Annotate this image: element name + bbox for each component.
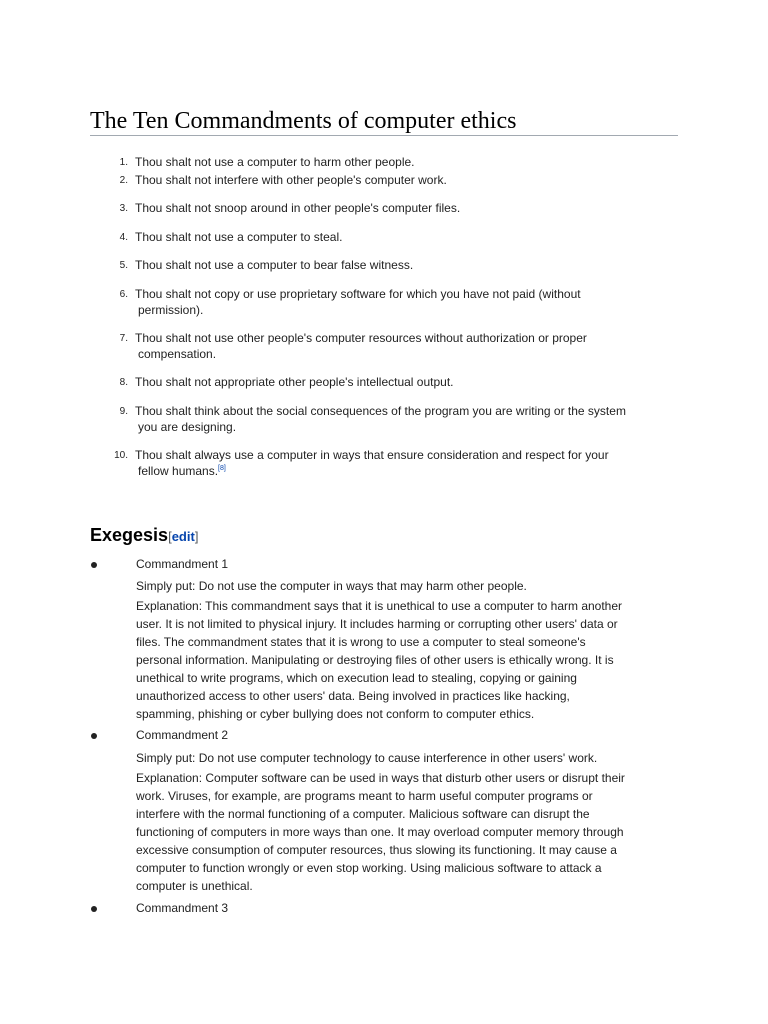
bullet-label: Commandment 1 — [136, 557, 229, 571]
bullet-label: Commandment 3 — [136, 901, 229, 915]
list-number: 10. — [114, 450, 128, 461]
list-item-text: Thou shalt think about the social consequences of the program you are writing or the system you are designing. — [135, 404, 626, 434]
list-number: 1. — [119, 157, 128, 168]
section-title: Exegesis — [90, 525, 169, 545]
section-heading — [90, 525, 198, 546]
reference-link[interactable]: [8] — [218, 465, 226, 472]
simply-put-text: Simply put: Do not use the computer in ways that may harm other people. — [136, 579, 527, 593]
list-item-text: Thou shalt not copy or use proprietary software for which you have not paid (without permission). — [135, 287, 581, 317]
list-item-text: Thou shalt always use a computer in ways that ensure consideration and respect for your fellow humans.[8] — [135, 448, 609, 478]
simply-put-text: Simply put: Do not use computer technology to cause interference in other users' work. — [136, 751, 598, 765]
edit-bracket-open: [ — [168, 529, 172, 544]
list-item-text-continued: fellow humans. — [138, 464, 219, 478]
list-item-text: Thou shalt not interfere with other people's computer work. — [135, 173, 447, 187]
list-number: 4. — [119, 232, 128, 243]
bullet-icon — [91, 906, 97, 912]
list-item-text: Thou shalt not snoop around in other people's computer files. — [135, 201, 461, 215]
list-item-text: Thou shalt not use a computer to bear false witness. — [135, 258, 414, 272]
edit-link[interactable]: edit — [171, 529, 195, 544]
list-number: 8. — [119, 377, 128, 388]
list-item-text: Thou shalt not use a computer to harm other people. — [135, 155, 415, 169]
explanation-text: Explanation: Computer software can be used in ways that disturb other users or disrupt their work. Viruses, for example, are programs meant to harm useful computer programs or interfere with the normal functioning of a computer. Malicious software can disrupt the functioning of computers in more ways than one. It may overload computer memory through excessive consumption of computer resources, thus slowing its functioning. It may cause a computer to function wrongly or even stop working. Using malicious software to attack a computer is unethical. — [136, 771, 625, 893]
list-number: 3. — [119, 203, 128, 214]
list-item-text: Thou shalt not appropriate other people's intellectual output. — [135, 375, 454, 389]
list-number: 2. — [119, 175, 128, 186]
page-title: The Ten Commandments of computer ethics — [90, 108, 517, 134]
list-item-text: Thou shalt not use other people's computer resources without authorization or proper compensation. — [135, 331, 587, 361]
title-divider — [90, 135, 678, 136]
list-number: 6. — [119, 289, 128, 300]
list-number: 7. — [119, 333, 128, 344]
bullet-icon — [91, 562, 97, 568]
list-number: 9. — [119, 406, 128, 417]
edit-bracket-close: ] — [194, 529, 199, 544]
list-item-text: Thou shalt not use a computer to steal. — [135, 230, 343, 244]
bullet-icon — [91, 733, 97, 739]
list-number: 5. — [119, 260, 128, 271]
bullet-label: Commandment 2 — [136, 728, 229, 742]
explanation-text: Explanation: This commandment says that it is unethical to use a computer to harm another user. It is not limited to physical injury. It includes harming or corrupting other users' data or files. The commandment states that it is wrong to use a computer to steal someone's personal information. Manipulating or destroying files of other users is ethically wrong. It is unethical to write programs, which on execution lead to stealing, copying or gaining unauthorized access to other users' data. Being involved in practices like hacking, spamming, phishing or cyber bullying does not conform to computer ethics. — [136, 599, 623, 721]
